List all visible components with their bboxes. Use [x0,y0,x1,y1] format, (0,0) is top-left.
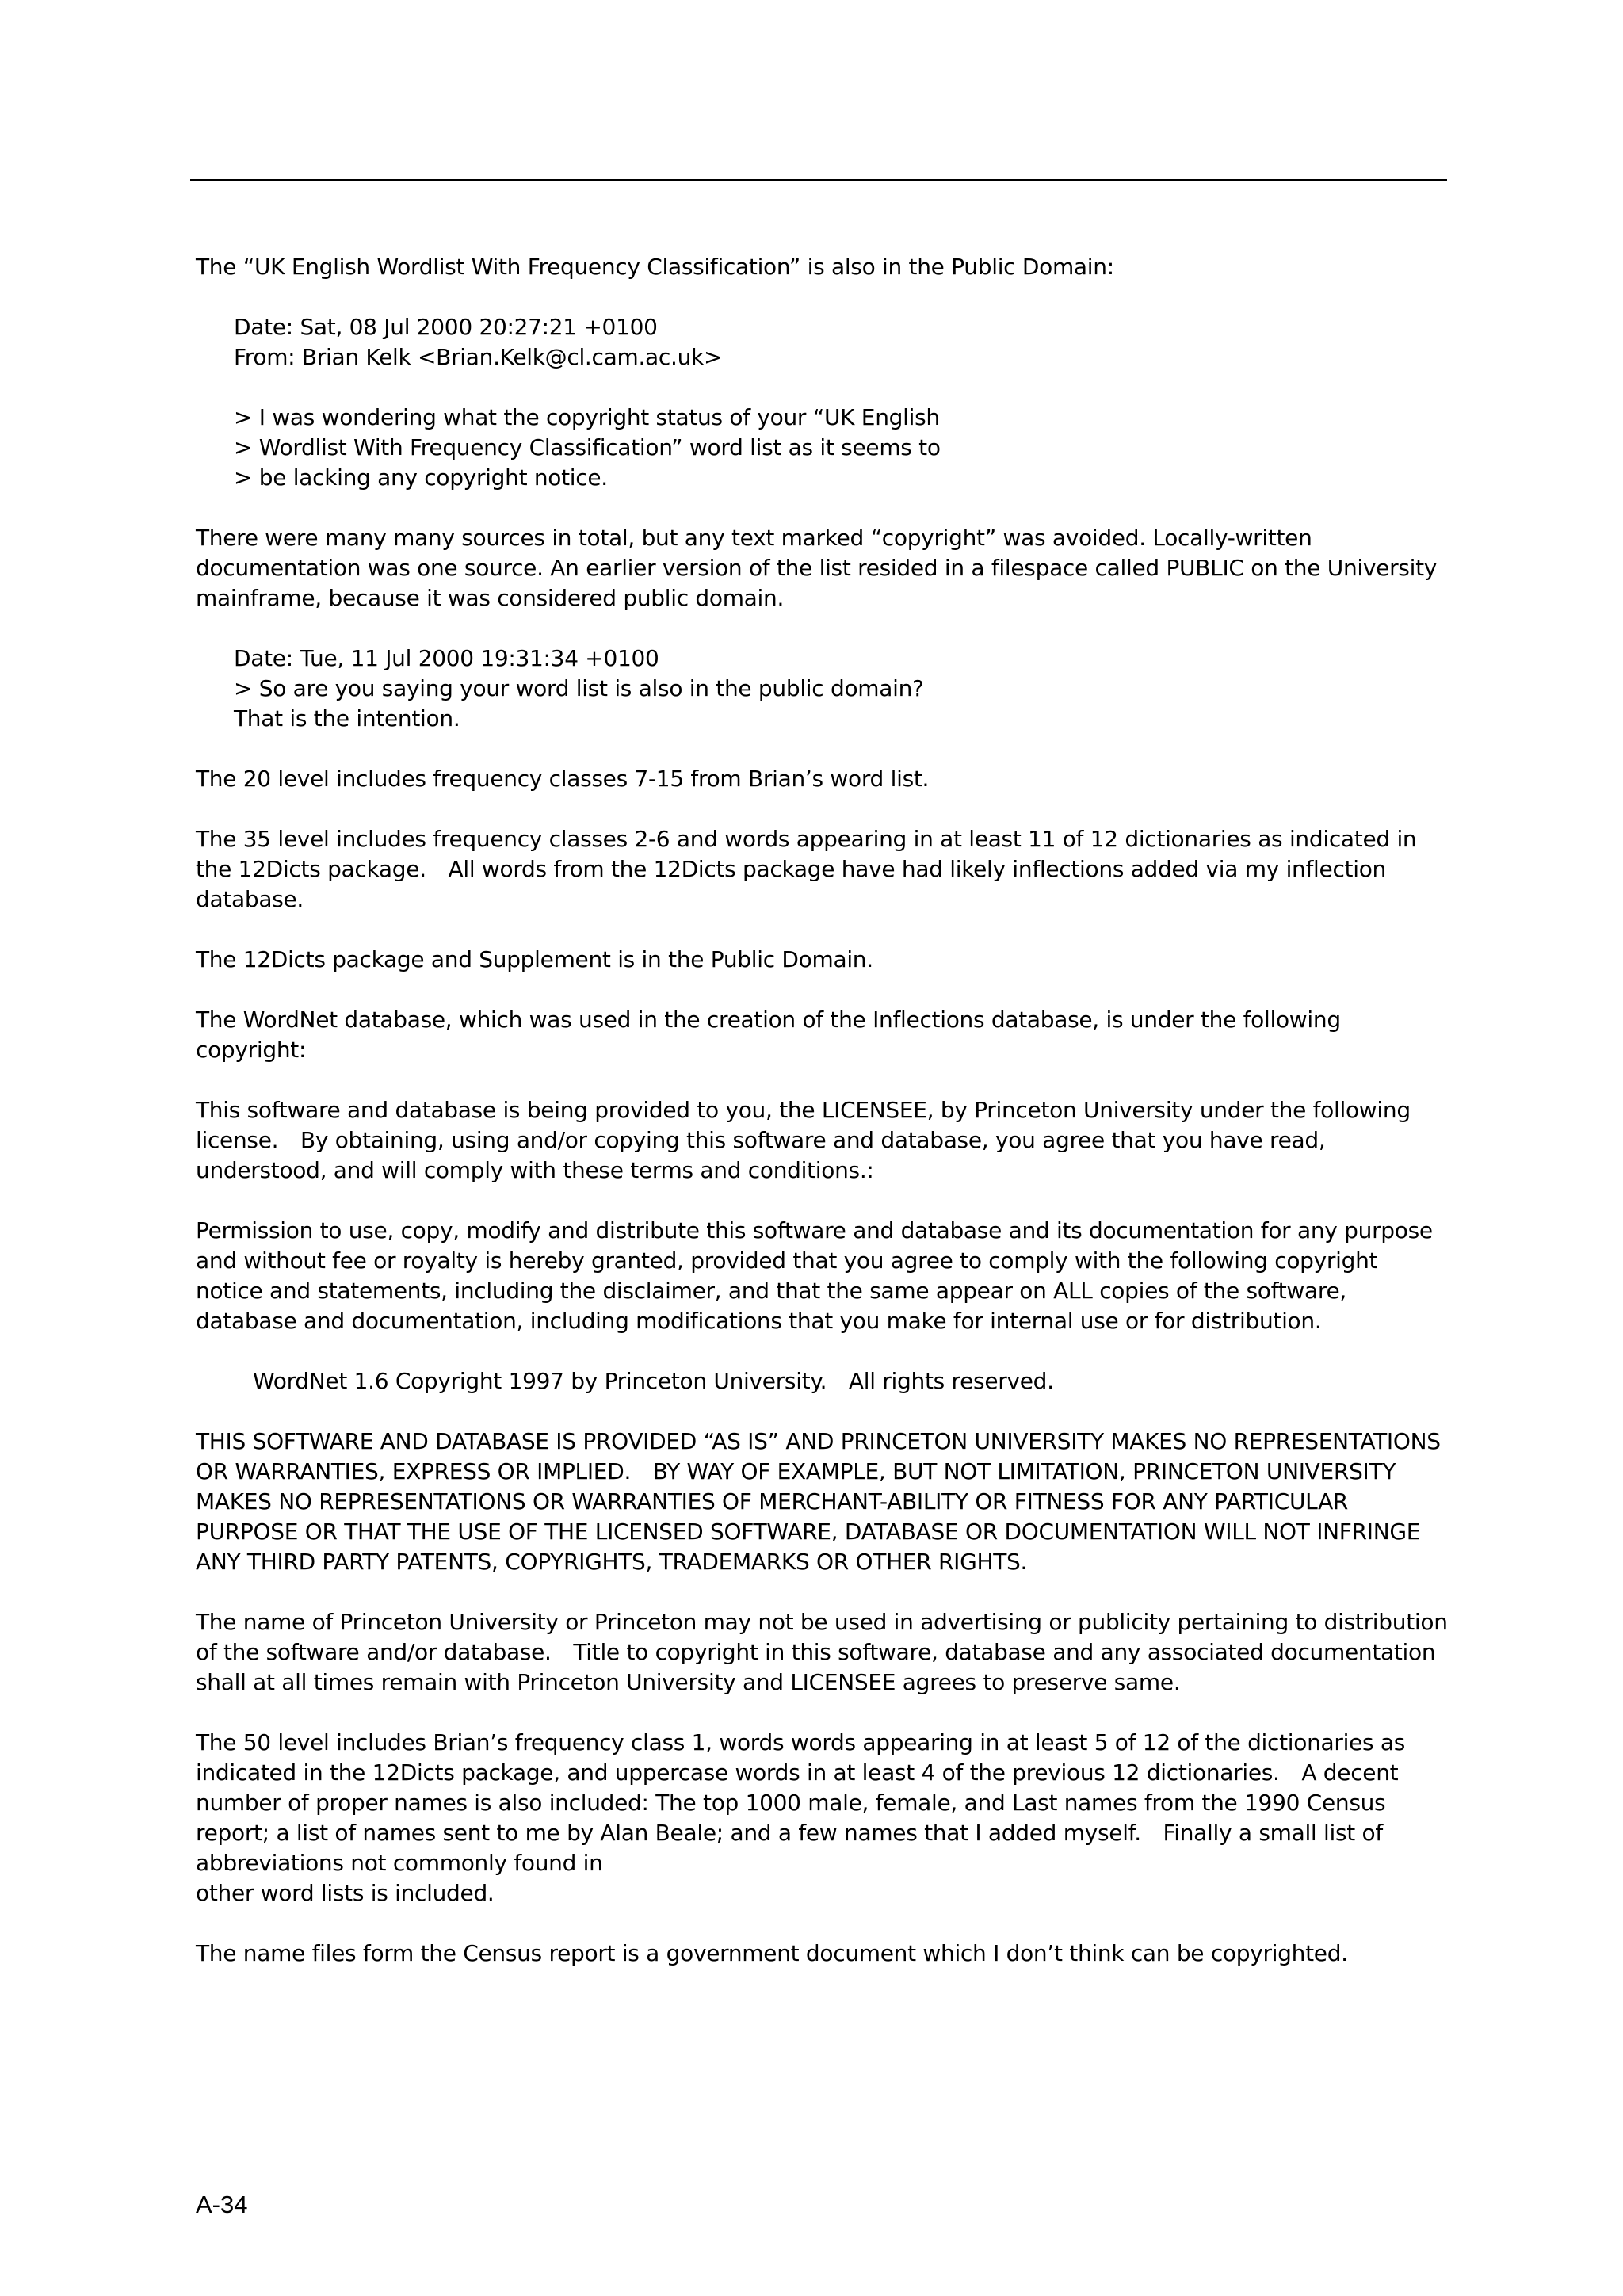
quote-line: > Wordlist With Frequency Classification” word list as it seems to [234,434,941,460]
email-from-1: From: Brian Kelk <Brian.Kelk@cl.cam.ac.uk> [234,344,723,370]
email-quote-2: > So are you saying your word list is also in the public domain? [234,675,924,701]
paragraph-disclaimer: THIS SOFTWARE AND DATABASE IS PROVIDED “AS IS” AND PRINCETON UNIVERSITY MAKES NO REPRESENTATIONS OR WARRANTIES, EXPRESS OR IMPLIED. BY WAY OF EXAMPLE, BUT NOT LIMITATION, PRINCETON UNIVERSITY MAKES NO REPRESENTATIONS OR WARRANTIES OF MERCHANT-ABILITY OR FITNESS FOR ANY PARTICULAR PURPOSE OR THAT THE USE OF THE LICENSED SOFTWARE, DATABASE OR DOCUMENTATION WILL NOT INFRINGE ANY THIRD PARTY PATENTS, COPYRIGHTS, TRADEMARKS OR OTHER RIGHTS. [196,1428,1441,1575]
paragraph-license: This software and database is being provided to you, the LICENSEE, by Princeton University under the following license. By obtaining, using and/or copying this software and database, you agree that you have read, understood, and will comply with these terms and conditions.: [196,1097,1411,1183]
paragraph-level-20: The 20 level includes frequency classes 7-15 from Brian’s word list. [196,766,930,792]
email-date-2: Date: Tue, 11 Jul 2000 19:31:34 +0100 [234,645,659,671]
quote-line: > I was wondering what the copyright status of your “UK English [234,404,940,430]
paragraph-sources: There were many many sources in total, but any text marked “copyright” was avoided. Locally-written documentation was one source. An earlier version of the list resided in a filespace called PUBLIC on the University mainframe, because it was considered public domain. [196,525,1438,611]
paragraph-public-domain: The “UK English Wordlist With Frequency Classification” is also in the Public Domain: [196,254,1114,280]
page-number: A-34 [196,2191,248,2218]
paragraph-wordnet: The WordNet database, which was used in the creation of the Inflections database, is under the following copyright: [196,1007,1341,1063]
paragraph-copyright-notice: WordNet 1.6 Copyright 1997 by Princeton University. All rights reserved. [253,1368,1054,1394]
email-2 [234,644,1448,734]
paragraph-level-50 [196,1728,1448,1908]
email-date-1: Date: Sat, 08 Jul 2000 20:27:21 +0100 [234,314,658,340]
paragraph-level-50-main: The 50 level includes Brian’s frequency class 1, words words appearing in at least 5 of 12 of the dictionaries as indicated in the 12Dicts package, and uppercase words in at least 4 of the previous 12 dictionaries. A decent number of proper names is also included: The top 1000 male, female, and Last names from the 1990 Census report; a list of names sent to me by Alan Beale; and a few names that I added myself. Finally a small list of abbreviations not commonly found in [196,1729,1406,1876]
paragraph-12dicts: The 12Dicts package and Supplement is in the Public Domain. [196,946,873,972]
quote-line: > be lacking any copyright notice. [234,464,608,491]
email-quote-1 [234,403,1448,493]
paragraph-level-50-tail: other word lists is included. [196,1880,495,1906]
paragraph-permission: Permission to use, copy, modify and distribute this software and database and its documentation for any purpose and without fee or royalty is hereby granted, provided that you agree to comply with the following copyright notice and statements, including the disclaimer, and that the same appear on ALL copies of the software, database and documentation, including modifications that you make for internal use or for distribution. [196,1217,1433,1334]
email-reply-2: That is the intention. [234,705,460,732]
paragraph-census: The name files form the Census report is a government document which I don’t think can be copyrighted. [196,1940,1348,1966]
email-header-1 [234,312,1448,372]
document-body [196,252,1448,1999]
paragraph-level-35: The 35 level includes frequency classes 2-6 and words appearing in at least 11 of 12 dictionaries as indicated in the 12Dicts package. All words from the 12Dicts package have had likely inflections added via my inflection database. [196,826,1417,912]
header-rule [190,179,1447,181]
paragraph-name-usage: The name of Princeton University or Princeton may not be used in advertising or publicity pertaining to distribution of the software and/or database. Title to copyright in this software, database and any associated documentation shall at all times remain with Princeton University and LICENSEE agrees to preserve same. [196,1609,1448,1695]
